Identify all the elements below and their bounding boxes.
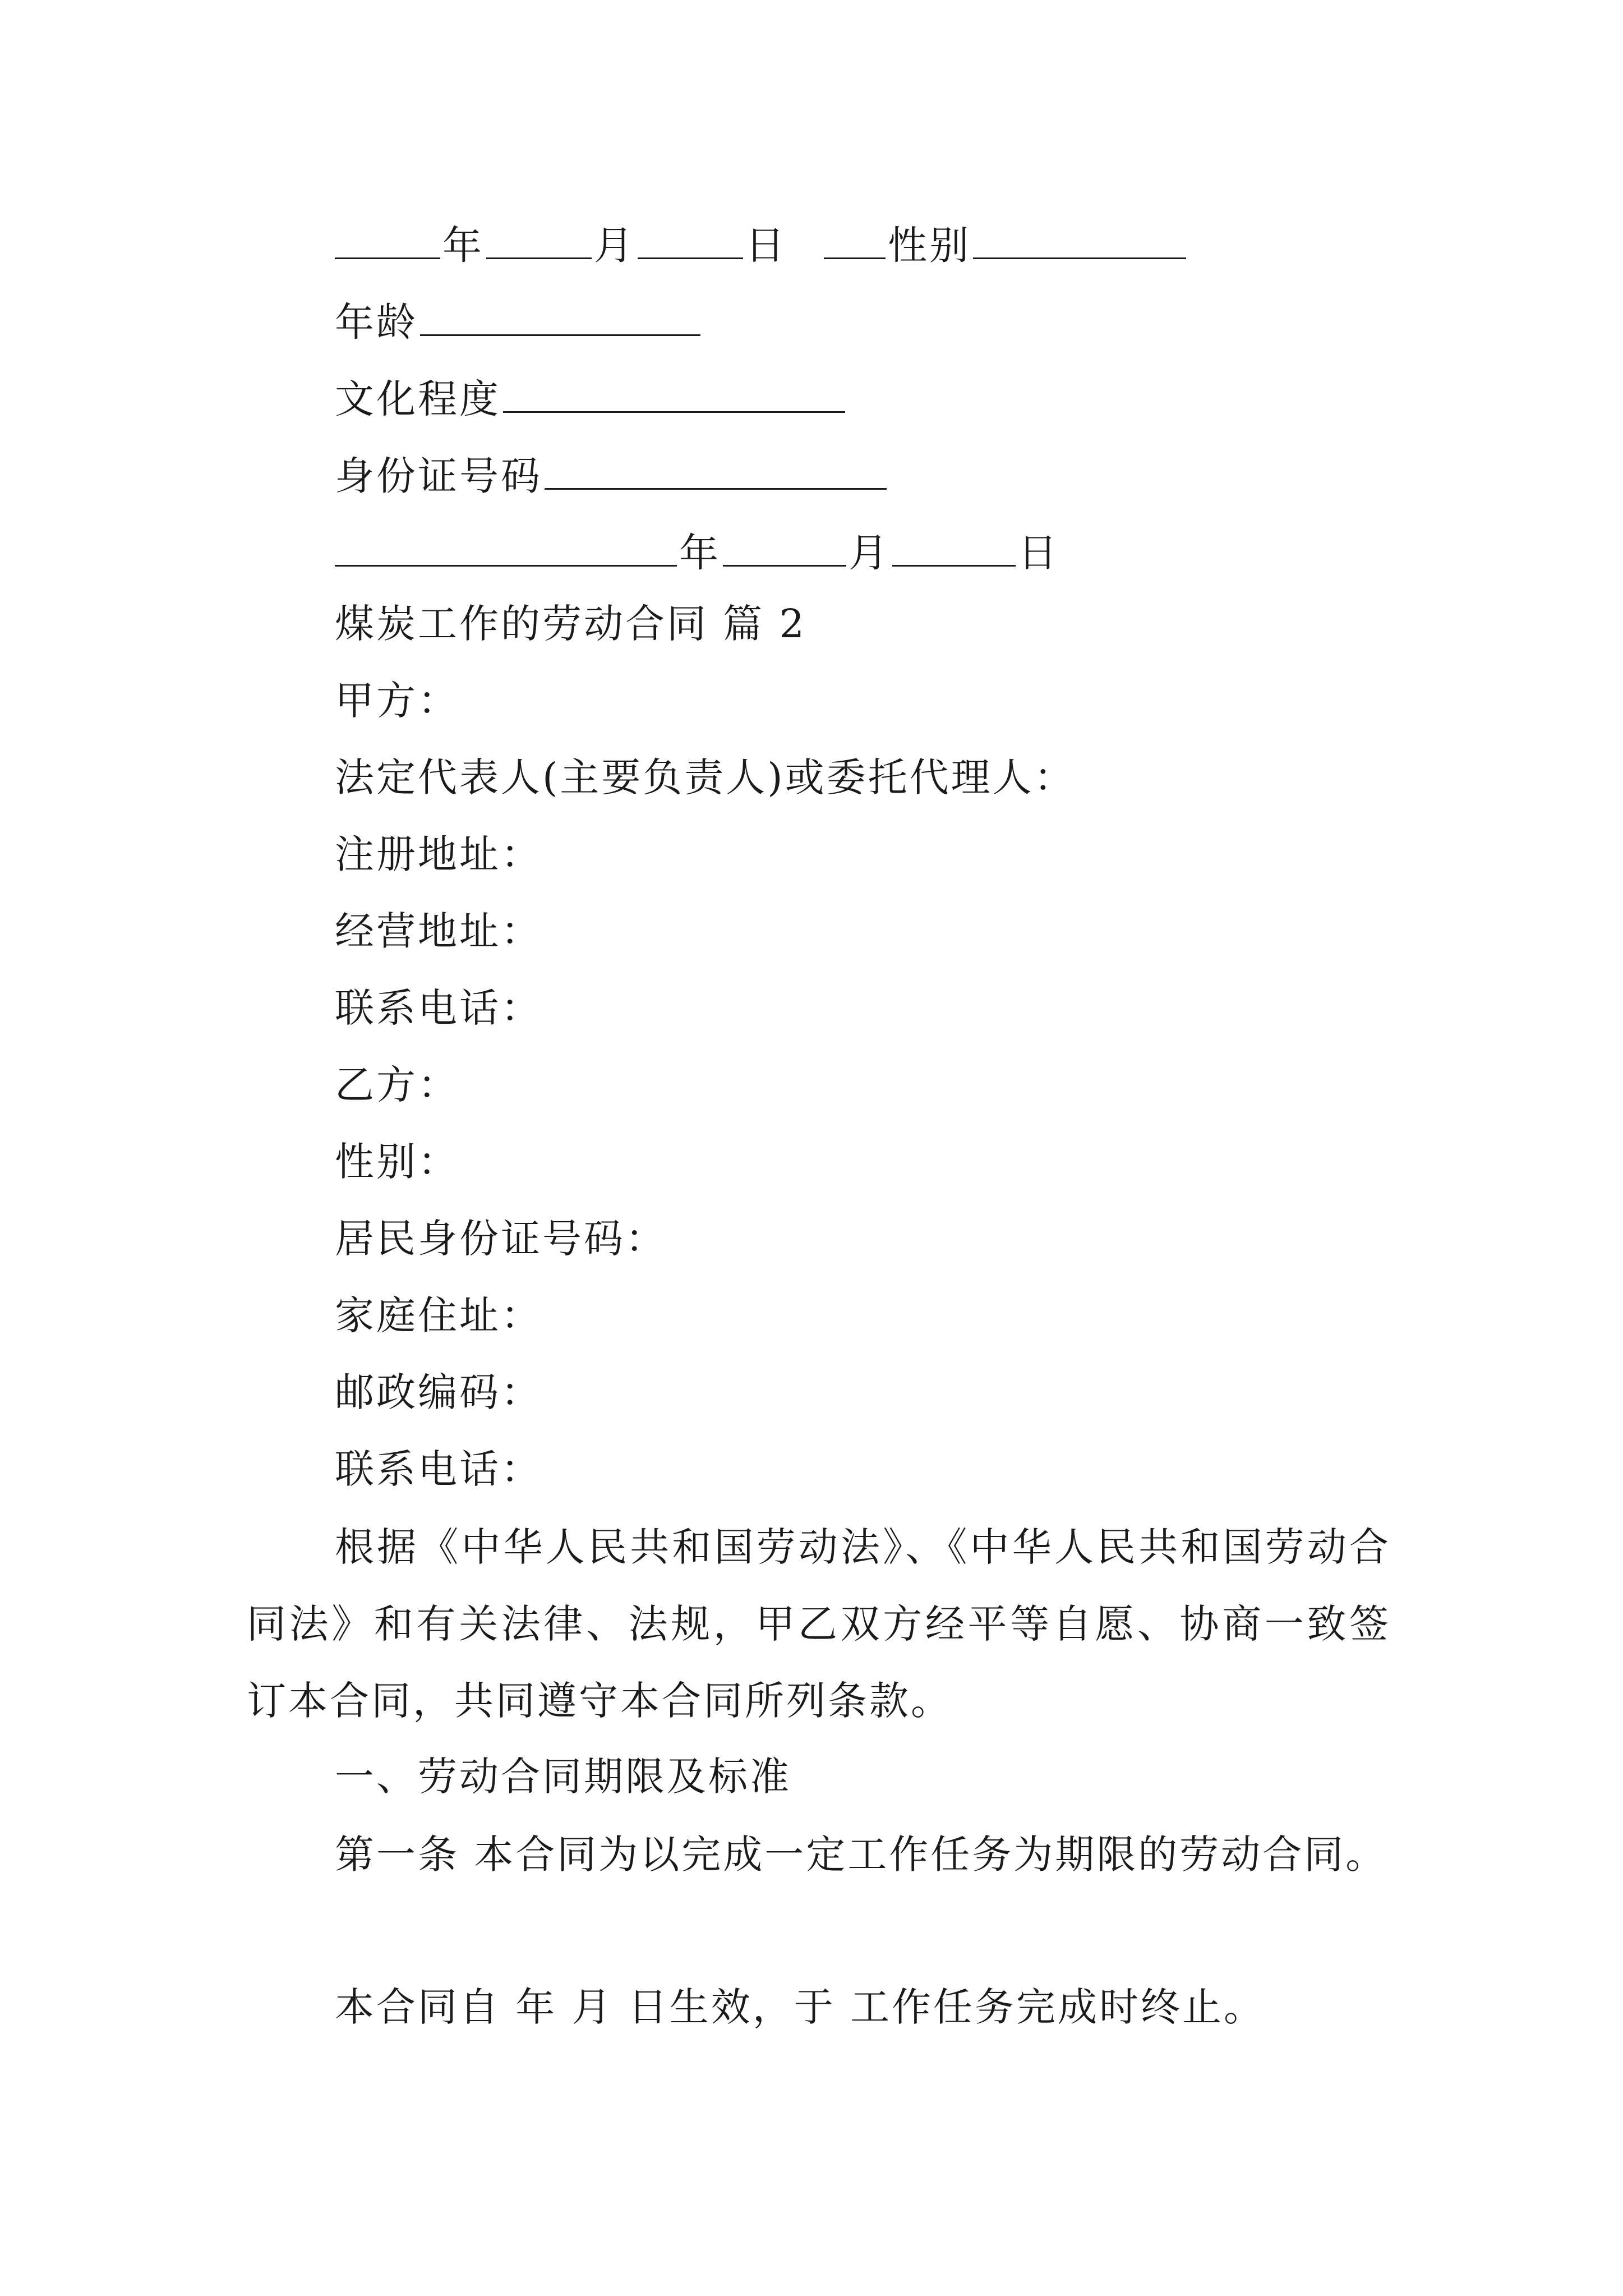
blank-line — [335, 527, 677, 567]
gender-label: 性别 — [888, 222, 971, 269]
education-row — [335, 374, 847, 422]
party-b-postal-code: 邮政编码： — [335, 1369, 542, 1415]
party-b-id-number: 居民身份证号码： — [335, 1216, 667, 1262]
birth-day-label: 日 — [745, 222, 787, 269]
age-label: 年龄 — [335, 299, 418, 346]
article-1-paragraph: 第一条 本合同为以完成一定工作任务为期限的劳动合同。 — [335, 1832, 1387, 1878]
sign-month-label: 月 — [849, 530, 890, 576]
party-b-gender: 性别： — [335, 1139, 459, 1185]
party-a-business-address: 经营地址： — [335, 908, 542, 954]
preamble-paragraph: 根据《中华人民共和国劳动法》、《中华人民共和国劳动合同法》和有关法律、法规，甲乙双方经平等自愿、协商一致签订本合同，共同遵守本合同所列条款。 — [247, 1524, 1391, 1724]
blank-line — [420, 297, 700, 336]
birth-date-gender-row — [335, 220, 1188, 269]
party-a-registered-address: 注册地址： — [335, 831, 542, 877]
party-a-label: 甲方： — [335, 678, 459, 724]
effective-clause: 本合同自 年 月 日生效，于 工作任务完成时终止。 — [335, 1984, 1266, 2030]
party-a-representative: 法定代表人(主要负责人)或委托代理人： — [335, 754, 1076, 800]
blank-line — [335, 220, 440, 259]
party-b-phone: 联系电话： — [335, 1446, 542, 1492]
id-number-label: 身份证号码 — [335, 453, 542, 499]
blank-line — [973, 220, 1186, 259]
chapter-1-title: 一、劳动合同期限及标准 — [335, 1754, 791, 1800]
sign-date-row — [335, 527, 1059, 576]
blank-line — [892, 527, 1016, 567]
blank-line — [824, 220, 886, 259]
blank-line — [723, 527, 846, 567]
education-label: 文化程度 — [335, 376, 501, 422]
party-a-phone: 联系电话： — [335, 985, 542, 1031]
blank-line — [486, 220, 592, 259]
section-title: 煤炭工作的劳动合同 篇 2 — [335, 601, 807, 647]
sign-year-label: 年 — [679, 530, 721, 576]
age-row — [335, 297, 703, 346]
birth-month-label: 月 — [594, 222, 635, 269]
blank-line — [638, 220, 743, 259]
blank-line — [545, 450, 887, 490]
blank-line — [503, 374, 845, 413]
party-b-home-address: 家庭住址： — [335, 1292, 542, 1338]
id-number-row — [335, 450, 889, 499]
sign-day-label: 日 — [1018, 530, 1059, 576]
birth-year-label: 年 — [442, 222, 484, 269]
party-b-label: 乙方： — [335, 1062, 459, 1108]
